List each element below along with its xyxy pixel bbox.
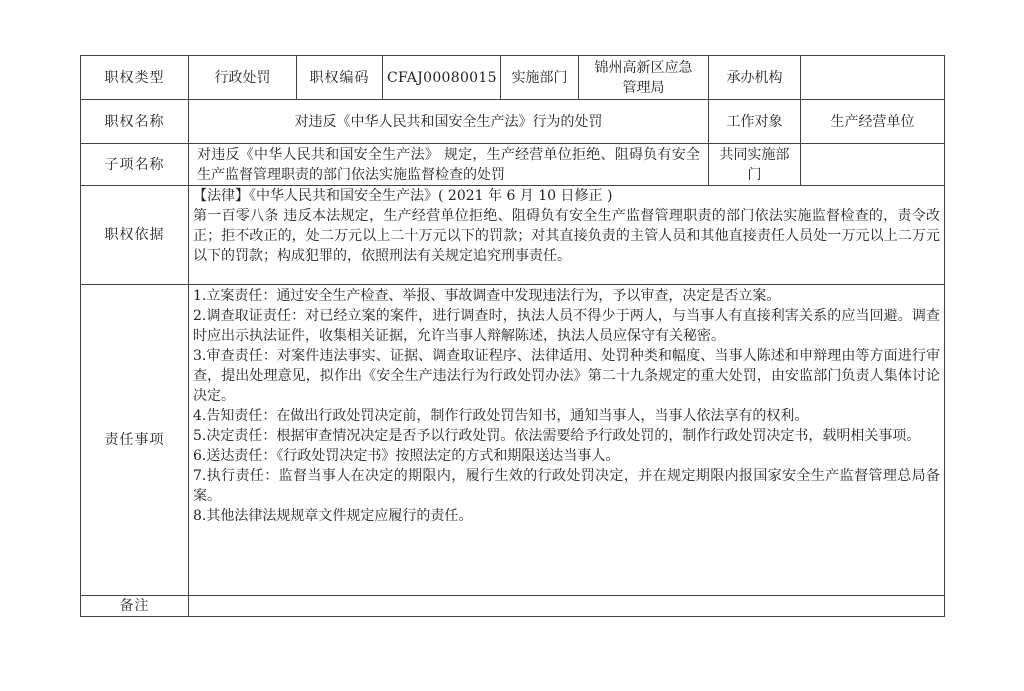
label-responsibilities: 责任事项 xyxy=(81,285,189,596)
label-implementing-dept: 实施部门 xyxy=(501,56,579,100)
responsibilities-content xyxy=(189,285,945,596)
value-subitem-name: 对违反《中华人民共和国安全生产法》 规定，生产经营单位拒绝、阻碍负有安全生产监督管理职责的部门依法实施监督检查的处罚 xyxy=(189,144,709,186)
legal-basis-content xyxy=(189,186,945,285)
responsibility-item-8: 8.其他法律法规规章文件规定应履行的责任。 xyxy=(193,508,473,524)
label-legal-basis: 职权依据 xyxy=(81,186,189,285)
label-power-type: 职权类型 xyxy=(81,56,189,100)
responsibility-item-5: 5.决定责任：根据审查情况决定是否予以行政处罚。依法需要给予行政处罚的，制作行政处罚决定书，载明相关事项。 xyxy=(193,428,921,444)
responsibility-item-7: 7.执行责任：监督当事人在决定的期限内，履行生效的行政处罚决定，并在规定期限内报国家安全生产监督管理总局备案。 xyxy=(193,468,940,504)
row-subitem-name xyxy=(81,144,945,186)
responsibility-item-3: 3.审查责任：对案件违法事实、证据、调查取证程序、法律适用、处罚种类和幅度、当事人陈述和申辩理由等方面进行审查，提出处理意见，拟作出《安全生产违法行为行政处罚办法》第二十九条规定的重大处罚，由安监部门负责人集体讨论决定。 xyxy=(193,348,940,404)
row-power-type xyxy=(81,56,945,100)
label-remark: 备注 xyxy=(81,596,189,617)
power-responsibility-table xyxy=(80,55,945,617)
row-power-name xyxy=(81,100,945,144)
responsibility-item-1: 1.立案责任：通过安全生产检查、举报、事故调查中发现违法行为，予以审查，决定是否立案。 xyxy=(193,288,781,304)
label-joint-dept: 共同实施部门 xyxy=(709,144,801,186)
responsibility-item-2: 2.调查取证责任：对已经立案的案件，进行调查时，执法人员不得少于两人，与当事人有直接利害关系的应当回避。调查时应出示执法证件，收集相关证据，允许当事人辩解陈述，执法人员应保守有关秘密。 xyxy=(193,308,940,344)
row-legal-basis xyxy=(81,186,945,285)
label-power-name: 职权名称 xyxy=(81,100,189,144)
value-power-type: 行政处罚 xyxy=(189,56,297,100)
label-work-target: 工作对象 xyxy=(709,100,801,144)
label-subitem-name: 子项名称 xyxy=(81,144,189,186)
value-implementing-dept: 锦州高新区应急管理局 xyxy=(579,56,709,100)
value-joint-dept xyxy=(801,144,945,186)
row-remark xyxy=(81,596,945,617)
value-remark xyxy=(189,596,945,617)
legal-basis-source: 【法律】《中华人民共和国安全生产法》( 2021 年 6 月 10 日修正 ) xyxy=(193,188,613,204)
legal-basis-article: 第一百零八条 违反本法规定，生产经营单位拒绝、阻碍负有安全生产监督管理职责的部门依法实施监督检查的，责令改正；拒不改正的，处二万元以上二十万元以下的罚款；对其直接负责的主管人员和其他直接责任人员处一万元以上二万元以下的罚款；构成犯罪的，依照刑法有关规定追究刑事责任。 xyxy=(193,208,940,264)
row-responsibilities xyxy=(81,285,945,596)
value-handling-org xyxy=(801,56,945,100)
value-work-target: 生产经营单位 xyxy=(801,100,945,144)
value-power-name: 对违反《中华人民共和国安全生产法》行为的处罚 xyxy=(189,100,709,144)
label-power-code: 职权编码 xyxy=(297,56,383,100)
label-handling-org: 承办机构 xyxy=(709,56,801,100)
responsibility-item-4: 4.告知责任：在做出行政处罚决定前，制作行政处罚告知书，通知当事人，当事人依法享有的权利。 xyxy=(193,408,809,424)
value-power-code: CFAJ00080015 xyxy=(383,56,501,100)
responsibility-item-6: 6.送达责任：《行政处罚决定书》按照法定的方式和期限送达当事人。 xyxy=(193,448,620,464)
